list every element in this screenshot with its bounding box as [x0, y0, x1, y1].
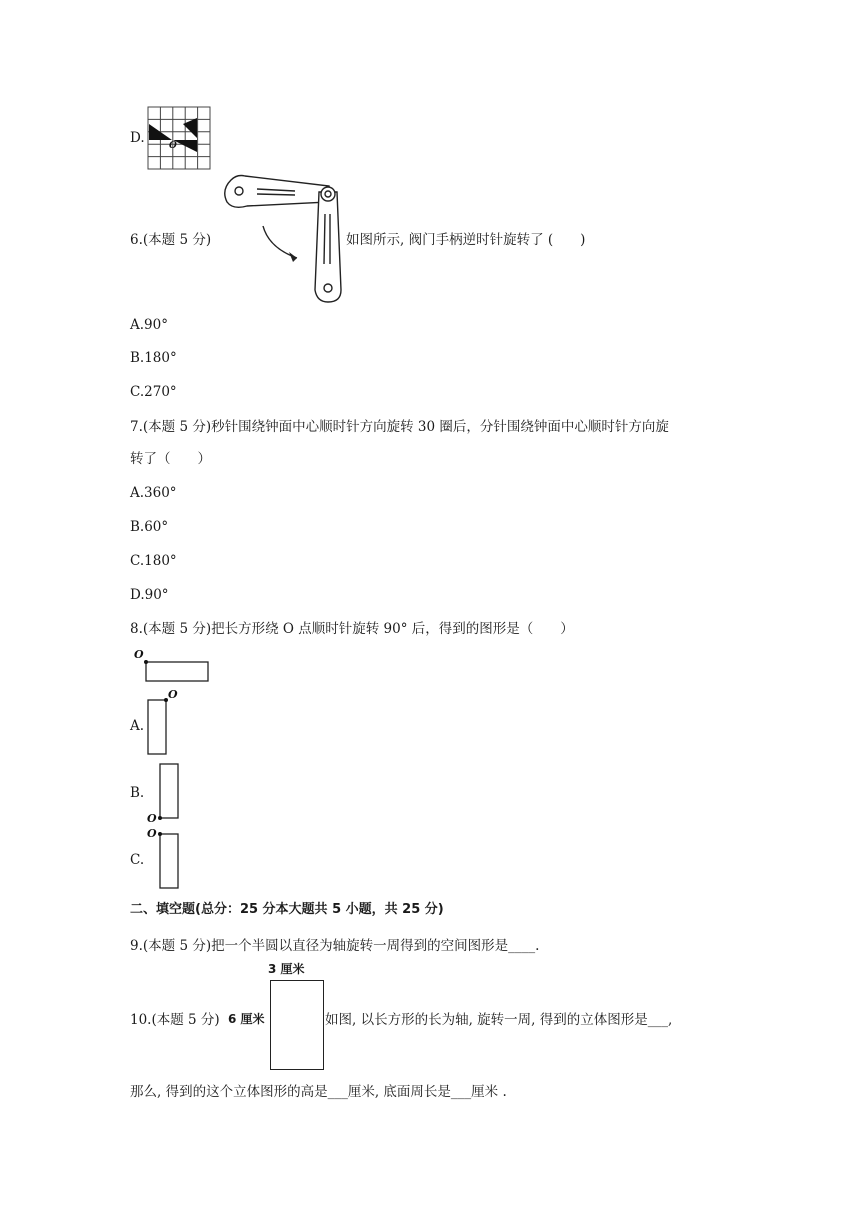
q10-number-score: 10.(本题 5 分)	[130, 1012, 220, 1028]
q7-stem-line1: 7.(本题 5 分)秒针围绕钟面中心顺时针方向旋转 30 圈后，分针围绕钟面中心顺时针方向旋	[130, 419, 669, 435]
q8-option-a-label[interactable]: A.	[130, 718, 145, 734]
q6-valve-handle-figure	[217, 170, 345, 306]
q7-option-d[interactable]: D.90°	[130, 587, 169, 603]
q5-option-d-label: D.	[130, 130, 145, 146]
q7-option-a[interactable]: A.360°	[130, 485, 177, 501]
q8-option-b-label[interactable]: B.	[130, 785, 145, 801]
q10-height-label: 6 厘米	[228, 1012, 265, 1026]
q10-stem: 如图, 以长方形的长为轴, 旋转一周, 得到的立体图形是___,	[325, 1012, 673, 1028]
q10-stem-line2: 那么, 得到的这个立体图形的高是___厘米, 底面周长是___厘米 .	[130, 1084, 507, 1100]
q8-option-c-label[interactable]: C.	[130, 852, 145, 868]
q10-rectangle	[270, 980, 324, 1070]
q8-point-label-c: O	[147, 827, 157, 840]
q7-option-c[interactable]: C.180°	[130, 553, 177, 569]
section2-heading: 二、填空题(总分：25 分本大题共 5 小题，共 25 分)	[130, 902, 444, 917]
q6-option-b[interactable]: B.180°	[130, 350, 177, 366]
q6-number-score	[130, 231, 211, 249]
q6-score: (本题 5 分)	[142, 232, 212, 248]
q8-option-b-figure[interactable]	[144, 760, 184, 826]
q10-width-label: 3 厘米	[268, 962, 305, 976]
q8-option-a-figure[interactable]	[144, 688, 184, 758]
q6-stem: 如图所示, 阀门手柄逆时针旋转了 ( )	[346, 232, 586, 248]
q7-option-b[interactable]: B.60°	[130, 519, 169, 535]
q6-number: 6.	[130, 232, 143, 248]
q9-stem: 9.(本题 5 分)把一个半圆以直径为轴旋转一周得到的空间图形是____.	[130, 938, 540, 954]
svg-text:O: O	[169, 141, 177, 151]
q8-point-label-a: O	[168, 688, 178, 701]
q8-stem: 8.(本题 5 分)把长方形绕 O 点顺时针旋转 90° 后，得到的图形是（ ）	[130, 621, 574, 637]
q8-point-label-original: O	[134, 648, 144, 661]
q8-point-label-b: O	[147, 812, 157, 825]
q6-option-a[interactable]: A.90°	[130, 317, 168, 333]
q7-stem-line2: 转了（ ）	[130, 451, 211, 467]
q8-option-c-figure[interactable]	[144, 826, 184, 892]
q6-option-c[interactable]: C.270°	[130, 384, 177, 400]
q10-rectangle-figure	[228, 962, 328, 1074]
q8-original-rectangle-figure	[132, 648, 212, 684]
q5-option-d-grid-figure	[147, 106, 211, 170]
